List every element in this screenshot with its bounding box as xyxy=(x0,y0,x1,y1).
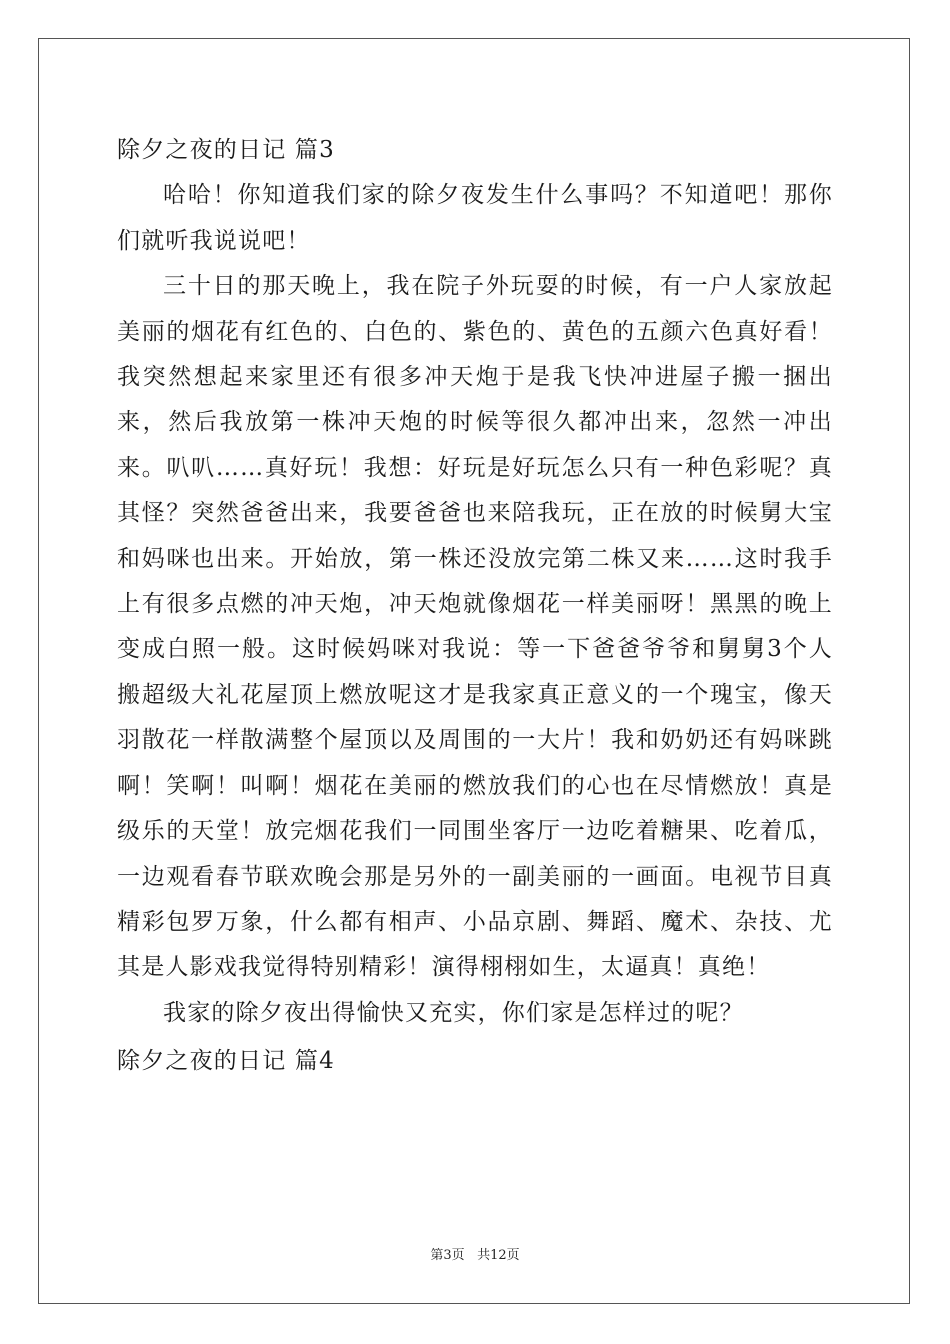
page-number: 第3页 xyxy=(430,1248,465,1263)
paragraph-intro: 哈哈！你知道我们家的除夕夜发生什么事吗？不知道吧！那你们就听我说说吧！ xyxy=(117,182,833,254)
page-total: 共12页 xyxy=(477,1248,520,1263)
document-body xyxy=(117,128,833,1085)
paragraph-main: 三十日的那天晚上，我在院子外玩耍的时候，有一户人家放起美丽的烟花有红色的、白色的、紫色的、黄色的五颜六色真好看！我突然想起来家里还有很多冲天炮于是我飞快冲进屋子搬一捆出来，然后我放第一株冲天炮的时候等很久都冲出来，忽然一冲出来。叭叭……真好玩！我想：好玩是好玩怎么只有一种色彩呢？真其怪？突然爸爸出来，我要爸爸也来陪我玩，正在放的时候舅大宝和妈咪也出来。开始放，第一株还没放完第二株又来……这时我手上有很多点燃的冲天炮，冲天炮就像烟花一样美丽呀！黑黑的晚上变成白照一般。这时候妈咪对我说：等一下爸爸爷爷和舅舅3个人搬超级大礼花屋顶上燃放呢这才是我家真正意义的一个瑰宝，像天羽散花一样散满整个屋顶以及周围的一大片！我和奶奶还有妈咪跳啊！笑啊！叫啊！烟花在美丽的燃放我们的心也在尽情燃放！真是级乐的天堂！放完烟花我们一同围坐客厅一边吃着糖果、吃着瓜，一边观看春节联欢晚会那是另外的一副美丽的一画面。电视节目真精彩包罗万象，什么都有相声、小品京剧、舞蹈、魔术、杂技、尤其是人影戏我觉得特别精彩！演得栩栩如生，太逼真！真绝！ xyxy=(117,273,833,981)
paragraph-closing: 我家的除夕夜出得愉快又充实，你们家是怎样过的呢？ xyxy=(163,999,744,1026)
page-footer xyxy=(0,1247,950,1265)
section-heading-3: 除夕之夜的日记 篇3 xyxy=(117,137,335,163)
section-heading-4: 除夕之夜的日记 篇4 xyxy=(117,1048,335,1075)
